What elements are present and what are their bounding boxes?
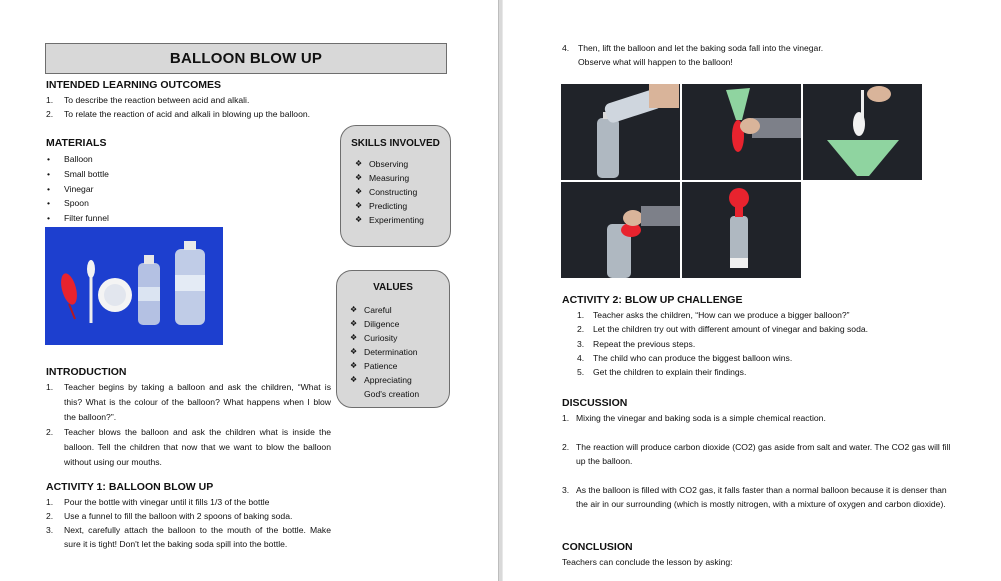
outcomes-heading: INTENDED LEARNING OUTCOMES xyxy=(46,79,222,91)
list-item: ❖ Observing xyxy=(355,157,450,171)
discussion-heading: DISCUSSION xyxy=(562,397,628,409)
materials-photo xyxy=(45,227,223,345)
list-item: 1. Teacher begins by taking a balloon and ask the children, “What is this? What is the colour of the balloon? What happens when I blow the balloon?”. xyxy=(46,382,331,422)
values-heading: VALUES xyxy=(373,282,413,293)
photo-spoon-funnel xyxy=(803,84,922,180)
materials-heading: MATERIALS xyxy=(46,137,107,149)
materials-list xyxy=(46,152,196,226)
list-item: 5. Get the children to explain their findings. xyxy=(577,367,747,378)
list-item: 2. Use a funnel to fill the balloon with 2 spoons of baking soda. xyxy=(46,511,293,521)
list-item: 1. Mixing the vinegar and baking soda is a simple chemical reaction. xyxy=(562,413,826,423)
photo-attach-balloon xyxy=(561,182,680,278)
activity2-list xyxy=(577,308,937,379)
list-item: 4. The child who can produce the biggest balloon wins. xyxy=(577,352,793,363)
skills-list xyxy=(355,157,450,227)
values-list xyxy=(350,303,449,401)
materials-illustration xyxy=(45,227,223,345)
list-item: • Vinegar xyxy=(46,182,196,197)
page-title: BALLOON BLOW UP xyxy=(169,50,323,67)
list-item: 3. Next, carefully attach the balloon to the mouth of the bottle. Make sure it is tight! Don't let the baking soda spill into the bottle. xyxy=(46,525,331,549)
activity2-heading: ACTIVITY 2: BLOW UP CHALLENGE xyxy=(562,294,743,306)
list-item: ❖ Diligence xyxy=(350,317,449,331)
list-item: • Spoon xyxy=(46,196,196,211)
list-item: 2. Teacher blows the balloon and ask the children what is inside the balloon. Tell the children that now that we want to blow the balloon without using our mouths. xyxy=(46,427,331,467)
introduction-list xyxy=(46,380,331,470)
list-item: 3. As the balloon is filled with CO2 gas, it falls faster than a normal balloon because it is denser than the air in our surrounding (which is mostly nitrogen, with a mixture of oxygen and carbon dioxide). xyxy=(562,485,947,509)
list-item: ❖ Determination xyxy=(350,345,449,359)
title-box xyxy=(45,43,447,74)
list-item: ❖ Curiosity xyxy=(350,331,449,345)
list-item: ❖ Measuring xyxy=(355,171,450,185)
list-item: 3. Repeat the previous steps. xyxy=(577,338,696,349)
list-item: ❖ Patience xyxy=(350,359,449,373)
skills-box xyxy=(340,125,451,247)
list-item: 2. Let the children try out with different amount of vinegar and baking soda. xyxy=(577,324,869,335)
introduction-heading: INTRODUCTION xyxy=(46,366,127,378)
conclusion-text: Teachers can conclude the lesson by asking: xyxy=(562,557,733,567)
step4-block: 4. Then, lift the balloon and let the baking soda fall into the vinegar. Observe what will happen to the balloon! xyxy=(562,41,942,69)
values-box xyxy=(336,270,450,408)
outcomes-list xyxy=(46,93,346,121)
discussion-list xyxy=(562,411,957,511)
step4-line2: Observe what will happen to the balloon! xyxy=(578,57,733,67)
list-item: • Balloon xyxy=(46,152,196,167)
right-page xyxy=(503,0,1001,581)
activity1-list xyxy=(46,495,331,551)
skills-heading: SKILLS INVOLVED xyxy=(351,138,440,149)
list-item: 1. Teacher asks the children, “How can we produce a bigger balloon?” xyxy=(577,310,850,320)
list-item: ❖ Careful xyxy=(350,303,449,317)
list-item: ❖ Constructing xyxy=(355,185,450,199)
list-item: • Small bottle xyxy=(46,167,196,182)
photo-inflated-balloon xyxy=(682,182,801,278)
conclusion-heading: CONCLUSION xyxy=(562,541,633,553)
list-item: ❖ Appreciating xyxy=(350,373,449,387)
list-item: ❖ Predicting xyxy=(355,199,450,213)
list-item: 1. Pour the bottle with vinegar until it fills 1/3 of the bottle xyxy=(46,497,270,507)
list-item: 1. To describe the reaction between acid and alkali. xyxy=(46,95,250,105)
list-item: 2. The reaction will produce carbon dioxide (CO2) gas aside from salt and water. The CO2 gas will fill up the balloon. xyxy=(562,442,951,466)
activity1-heading: ACTIVITY 1: BALLOON BLOW UP xyxy=(46,481,214,493)
photo-pouring-vinegar xyxy=(561,84,680,180)
step4-line1: Then, lift the balloon and let the baking soda fall into the vinegar. xyxy=(578,43,824,53)
photo-funnel-balloon xyxy=(682,84,801,180)
list-item: God's creation xyxy=(364,389,420,399)
list-item: 2. To relate the reaction of acid and alkali in blowing up the balloon. xyxy=(46,109,311,119)
left-page xyxy=(0,0,498,581)
list-item: ❖ Experimenting xyxy=(355,213,450,227)
list-item: • Filter funnel xyxy=(46,211,196,226)
